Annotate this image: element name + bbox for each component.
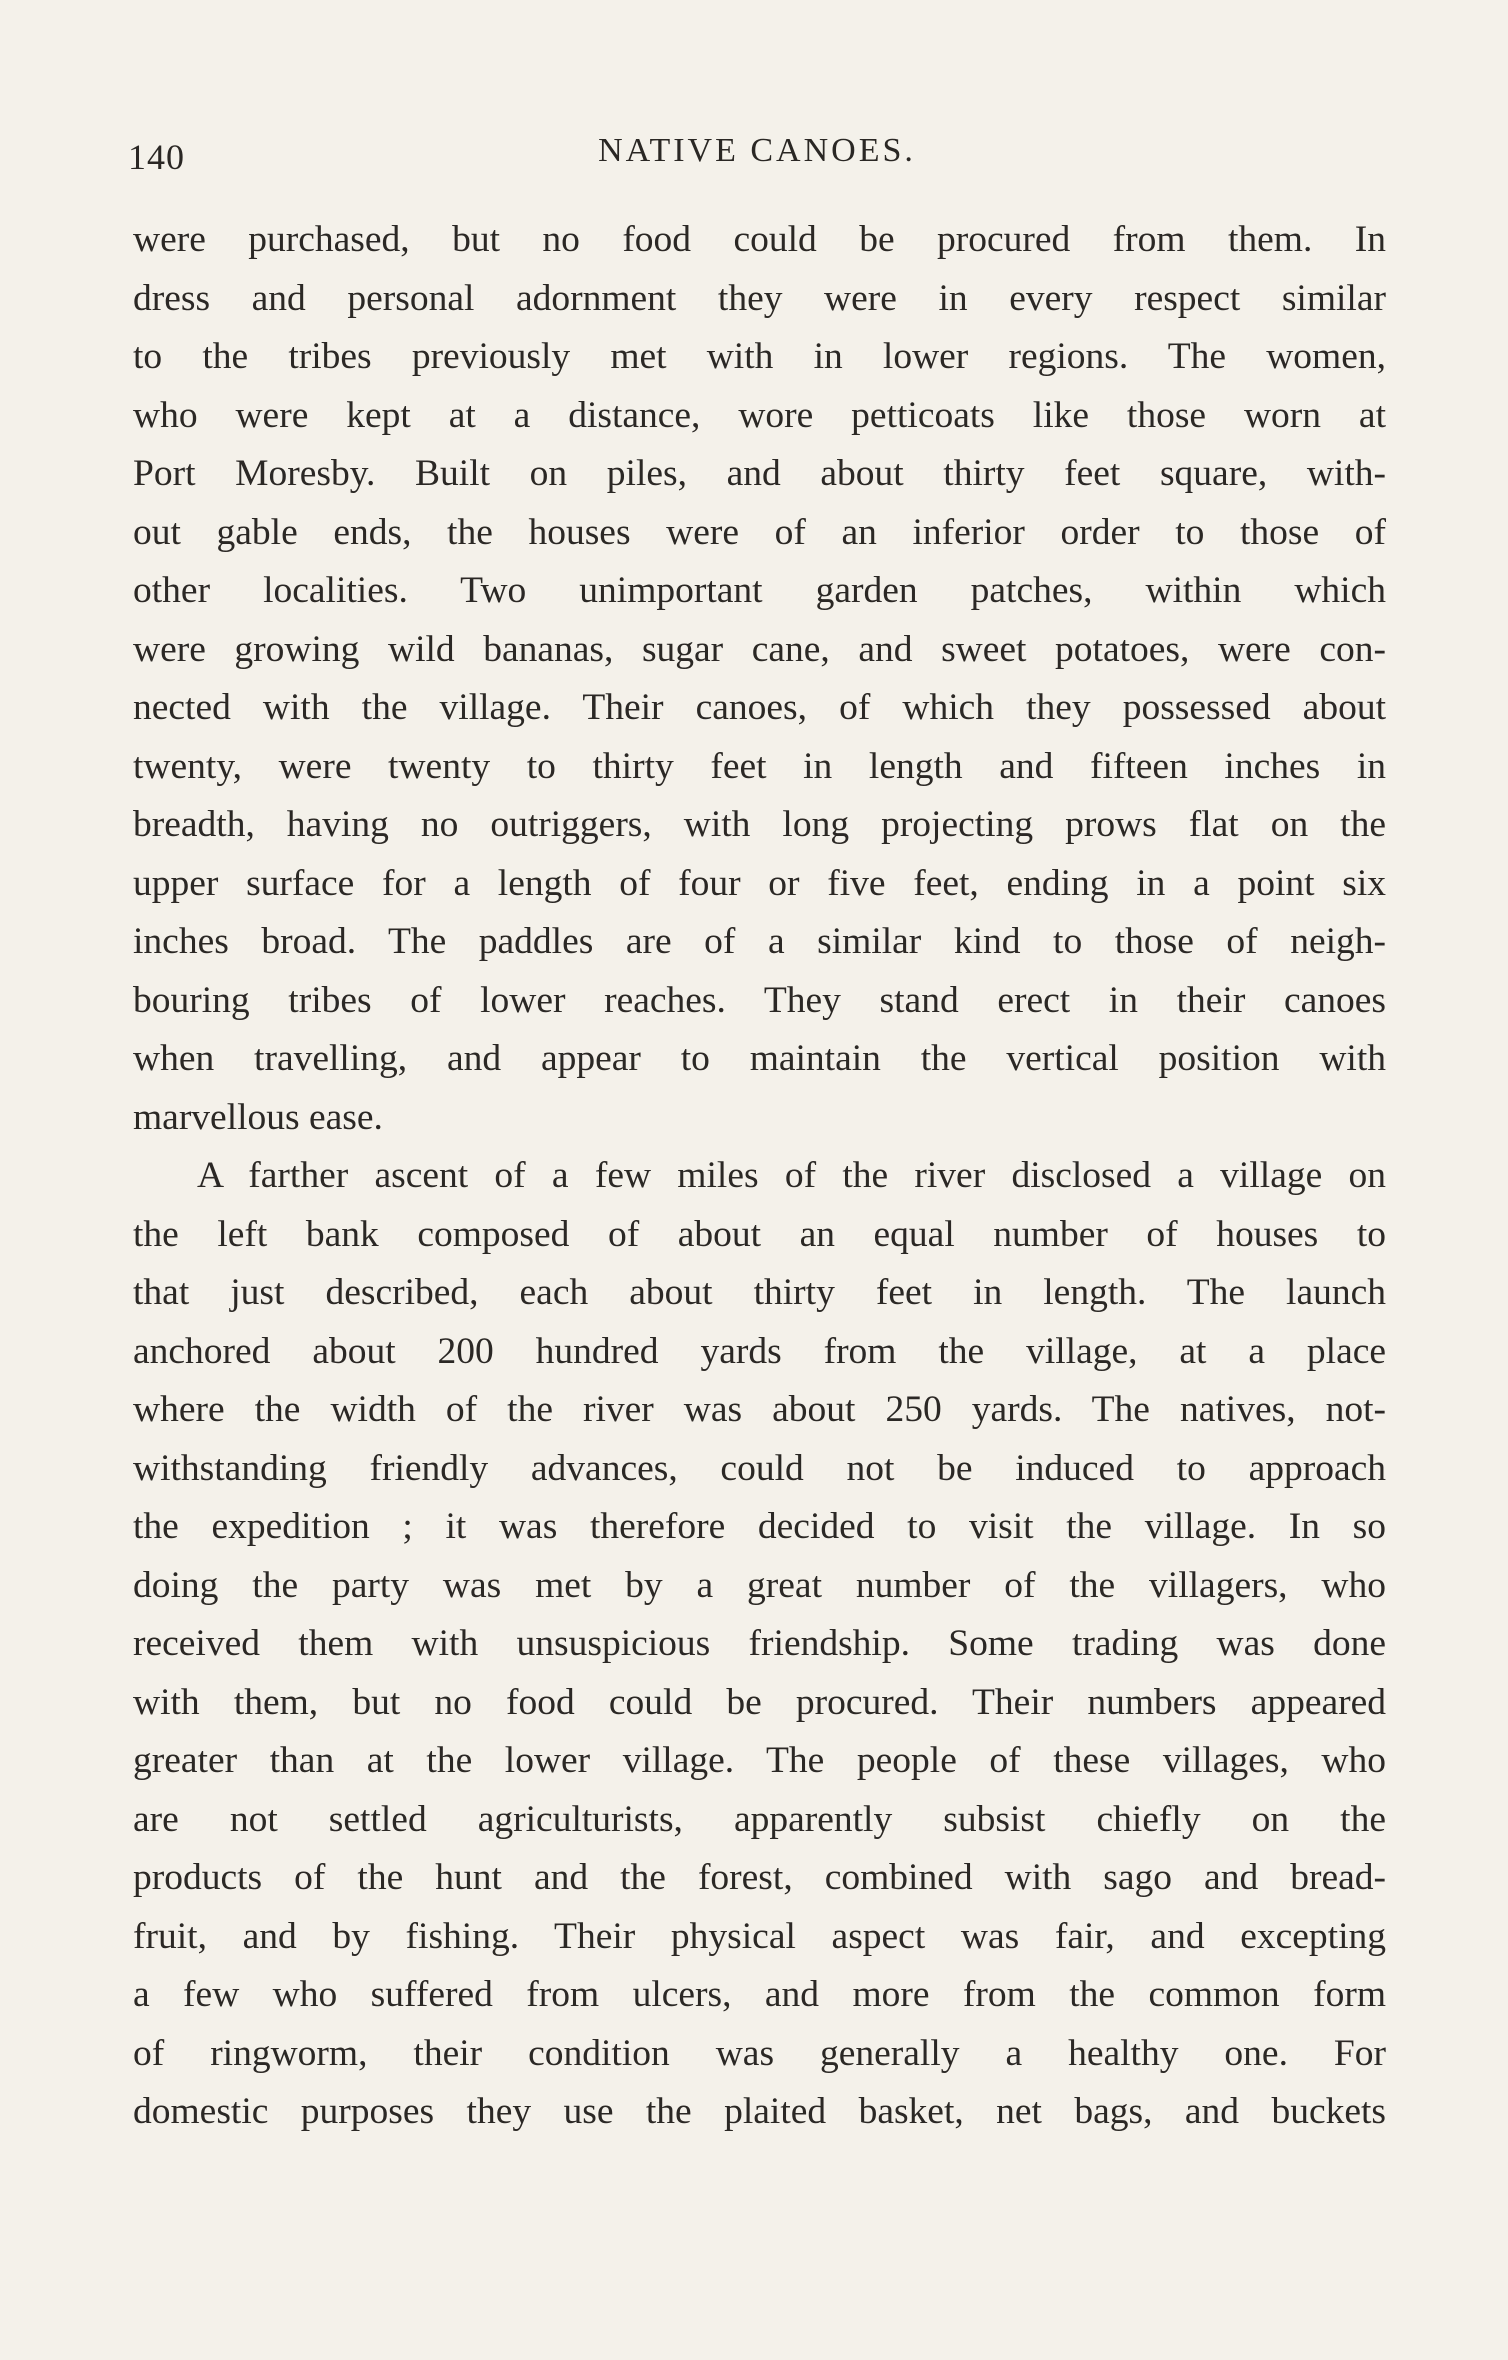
paragraph [133, 211, 1386, 1147]
text-line: with them, but no food could be procured. Their numbers appeared [133, 1681, 1386, 1723]
text-line: are not settled agriculturists, apparently subsist chiefly on the [133, 1798, 1386, 1840]
text-line: products of the hunt and the forest, combined with sago and bread- [133, 1857, 1386, 1898]
text-line: inches broad. The paddles are of a similar kind to those of neigh- [133, 921, 1386, 962]
text-line: where the width of the river was about 250 yards. The natives, not- [133, 1389, 1386, 1430]
page-number: 140 [128, 137, 185, 177]
text-line: that just described, each about thirty feet in length. The launch [133, 1272, 1386, 1313]
text-line: nected with the village. Their canoes, of which they possessed about [133, 687, 1386, 728]
text-line: anchored about 200 hundred yards from the village, at a place [133, 1330, 1386, 1372]
text-line: twenty, were twenty to thirty feet in length and fifteen inches in [133, 745, 1386, 787]
text-line: other localities. Two unimportant garden patches, within which [133, 570, 1386, 611]
running-title: NATIVE CANOES. [598, 132, 916, 169]
text-line: breadth, having no outriggers, with long projecting prows flat on the [133, 804, 1386, 845]
text-line: A farther ascent of a few miles of the river disclosed a village on [197, 1155, 1386, 1196]
text-line: who were kept at a distance, wore petticoats like those worn at [133, 394, 1386, 436]
paragraph [133, 1147, 1386, 2142]
text-line: of ringworm, their condition was generally a healthy one. For [133, 2032, 1386, 2074]
page-header [128, 128, 1386, 178]
text-line: fruit, and by fishing. Their physical aspect was fair, and excepting [133, 1915, 1386, 1957]
text-line: upper surface for a length of four or five feet, ending in a point six [133, 862, 1386, 904]
text-line: out gable ends, the houses were of an inferior order to those of [133, 511, 1386, 553]
text-line: a few who suffered from ulcers, and more from the common form [133, 1974, 1386, 2015]
text-line: withstanding friendly advances, could not be induced to approach [133, 1447, 1386, 1489]
text-line: received them with unsuspicious friendship. Some trading was done [133, 1623, 1386, 1664]
text-line: to the tribes previously met with in lower regions. The women, [133, 336, 1386, 377]
text-line: were purchased, but no food could be procured from them. In [133, 219, 1386, 260]
text-line: the left bank composed of about an equal number of houses to [133, 1213, 1386, 1255]
body-text [133, 211, 1386, 2142]
text-line: were growing wild bananas, sugar cane, and sweet potatoes, were con- [133, 628, 1386, 670]
text-line: domestic purposes they use the plaited basket, net bags, and buckets [133, 2091, 1386, 2132]
text-line: marvellous ease. [133, 1096, 383, 1138]
text-line: dress and personal adornment they were in every respect similar [133, 277, 1386, 319]
text-line: greater than at the lower village. The people of these villages, who [133, 1740, 1386, 1781]
text-line: Port Moresby. Built on piles, and about thirty feet square, with- [133, 453, 1386, 494]
text-line: bouring tribes of lower reaches. They stand erect in their canoes [133, 979, 1386, 1021]
text-line: when travelling, and appear to maintain the vertical position with [133, 1038, 1386, 1079]
text-line: the expedition ; it was therefore decided to visit the village. In so [133, 1506, 1386, 1547]
text-line: doing the party was met by a great number of the villagers, who [133, 1564, 1386, 1606]
